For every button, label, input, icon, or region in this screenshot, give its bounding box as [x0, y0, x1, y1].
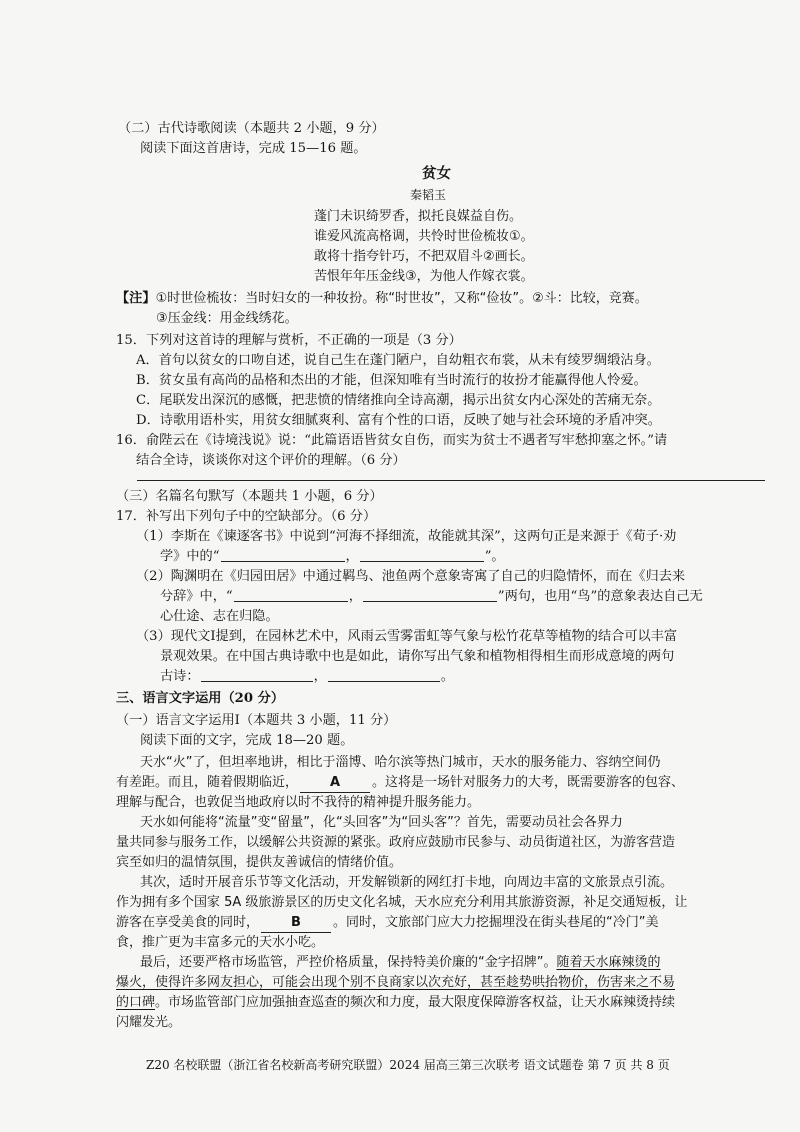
question-17-part-2-line-1: （2）陶渊明在《归园田居》中通过羁鸟、池鱼两个意象寄寓了自己的归隐情怀，而在《归去来 [136, 569, 686, 584]
text: 游客在享受美食的同时， [116, 915, 260, 930]
note-label: 【注】 [116, 291, 156, 306]
text: 。这将是一场针对服务力的大考，既需要游客的包容、 [372, 775, 685, 790]
passage-line: 宾至如归的温情氛围，提供友善诚信的情绪价值。 [116, 855, 403, 870]
question-17-part-3-line-2: 景观效果。在中国古典诗歌中也是如此，请你写出气象和植物相得相生而形成意境的两句 [160, 649, 675, 664]
text: 。同时，文旅部门应大力挖掘埋没在街头巷尾的“冷门”美 [333, 915, 659, 930]
poem-author: 秦韬玉 [410, 188, 447, 202]
text: 。 [440, 669, 454, 684]
passage-line: 作为拥有多个国家 5A 级旅游景区的历史文化名城，天水应充分利用其旅游资源，补足交通短板，让 [116, 895, 688, 910]
question-16-line-2: 结合全诗，谈谈你对这个评价的理解。（6 分） [136, 453, 406, 468]
passage-line: 其次，适时开展音乐节等文化活动，开发解锁新的网红打卡地，向周边丰富的文旅景点引流。 [140, 875, 674, 890]
poem-line: 敢将十指夸针巧，不把双眉斗②画长。 [314, 249, 534, 264]
note-text-1: ①时世俭梳妆：当时妇女的一种妆扮。称“时世妆”，又称“俭妆”。②斗：比较，竞赛。 [155, 291, 648, 306]
blank-a[interactable]: A [300, 774, 370, 793]
fill-blank[interactable] [360, 548, 484, 562]
question-17-part-2-line-2 [160, 588, 703, 606]
passage-line [140, 954, 661, 972]
question-15-option-d: D．诗歌用语朴实，用贫女细腻爽利、富有个性的口语，反映了她与社会环境的矛盾冲突。 [136, 413, 661, 428]
passage-line: 食，推广更为丰富多元的天水小吃。 [116, 935, 325, 950]
poem-line: 苦恨年年压金线③，为他人作嫁衣裳。 [314, 269, 534, 284]
passage-line: 天水“火”了，但坦率地讲，相比于淄博、哈尔滨等热门城市，天水的服务能力、容纳空间仍 [140, 755, 661, 770]
question-17-part-1-line-2 [160, 548, 505, 566]
underlined-sentence: 爆火，使得许多网友担心，可能会出现个别不良商家以次充好，甚至趁势哄抬物价，伤害来之不易 [116, 975, 676, 990]
note-line-2: ③压金线：用金线绣花。 [156, 311, 298, 326]
text: ”两句，也用“鸟”的意象表达自己无 [497, 589, 703, 604]
question-16-line-1: 16．俞陛云在《诗境浅说》说：“此篇语语皆贫女自伤，而实为贫士不遇者写牢愁抑塞之怀。”请 [116, 433, 668, 448]
text: 古诗： [160, 669, 200, 684]
passage-line [116, 994, 675, 1012]
poem-line: 蓬门未识绮罗香，拟托良媒益自伤。 [314, 209, 523, 224]
text: ”。 [484, 549, 505, 564]
question-17-stem: 17．补写出下列句子中的空缺部分。（6 分） [116, 509, 377, 524]
blank-b[interactable]: B [261, 914, 331, 933]
text: 学》中的“ [160, 549, 220, 564]
fill-blank[interactable] [363, 588, 497, 602]
section-heading-poetry: （二）古代诗歌阅读（本题共 2 小题，9 分） [118, 121, 385, 136]
section-intro-poetry: 阅读下面这首唐诗，完成 15—16 题。 [140, 141, 367, 156]
question-15-option-c: C．尾联发出深沉的感慨，把悲愤的情绪推向全诗高潮，揭示出贫女内心深处的苦痛无奈。 [136, 393, 661, 408]
text: ， [348, 589, 362, 604]
poem-line: 谁爱风流高格调，共怜时世俭梳妆①。 [314, 229, 534, 244]
text: ， [345, 549, 359, 564]
section-heading-dictation: （三）名篇名句默写（本题共 1 小题，6 分） [116, 489, 383, 504]
passage-line: 天水如何能将“流量”变“留量”，化“头回客”为“回头客”？首先，需要动员社会各界力 [140, 815, 623, 830]
question-15-option-b: B．贫女虽有高尚的品格和杰出的才能，但深知唯有当时流行的妆扮才能赢得他人怜爱。 [136, 373, 647, 388]
answer-line [137, 480, 765, 481]
note-line-1 [116, 290, 648, 308]
passage-line [116, 914, 659, 933]
passage-line [116, 774, 684, 793]
text: 兮辞》中，“ [160, 589, 233, 604]
passage-line: 闪耀发光。 [116, 1015, 182, 1030]
question-17-part-3-line-3 [160, 668, 454, 686]
poem-title: 贫女 [422, 165, 451, 182]
fill-blank[interactable] [221, 548, 345, 562]
question-17-part-3-line-1: （3）现代文Ⅰ提到，在园林艺术中，风雨云雪雾雷虹等气象与松竹花草等植物的结合可以丰富 [136, 629, 678, 644]
section-intro-language-1: 阅读下面的文字，完成 18—20 题。 [140, 733, 354, 748]
section-heading-language-1: （一）语言文字运用Ⅰ（本题共 3 小题，11 分） [116, 713, 397, 728]
question-17-part-2-line-3: 心仕途、志在归隐。 [160, 609, 279, 624]
underlined-sentence: 的口碑 [116, 995, 156, 1010]
question-15-stem: 15．下列对这首诗的理解与赏析，不正确的一项是（3 分） [116, 333, 462, 348]
passage-line: 量共同参与服务工作，以缓解公共资源的紧张。政府应鼓励市民参与、动员街道社区，为游客营造 [116, 835, 676, 850]
underlined-sentence: 随着天水麻辣烫的 [556, 955, 661, 970]
question-17-part-1-line-1: （1）李斯在《谏逐客书》中说到“河海不择细流，故能就其深”，这两句正是来源于《荀子·劝 [136, 529, 677, 544]
text: 。市场监管部门应加强抽查巡查的频次和力度，最大限度保障游客权益，让天水麻辣烫持续 [155, 995, 676, 1010]
text: 有差距。而且，随着假期临近， [116, 775, 299, 790]
text: ， [313, 669, 327, 684]
fill-blank[interactable] [234, 588, 348, 602]
question-15-option-a: A．首句以贫女的口吻自述，说自己生在蓬门陋户，自幼粗衣布裳，从未有绫罗绸缎沾身。 [136, 353, 660, 368]
passage-line: 理解与配合，也敦促当地政府以时不我待的精神提升服务能力。 [116, 795, 481, 810]
fill-blank[interactable] [328, 668, 440, 682]
page-footer: Z20 名校联盟（浙江省名校新高考研究联盟）2024 届高三第三次联考 语文试题卷 第 7 页 共 8 页 [146, 1058, 670, 1072]
fill-blank[interactable] [201, 668, 313, 682]
text: 最后，还要严格市场监管，严控价格质量，保持特美价廉的“金字招牌”。 [140, 955, 557, 970]
part-heading-language: 三、语言文字运用（20 分） [116, 691, 285, 706]
